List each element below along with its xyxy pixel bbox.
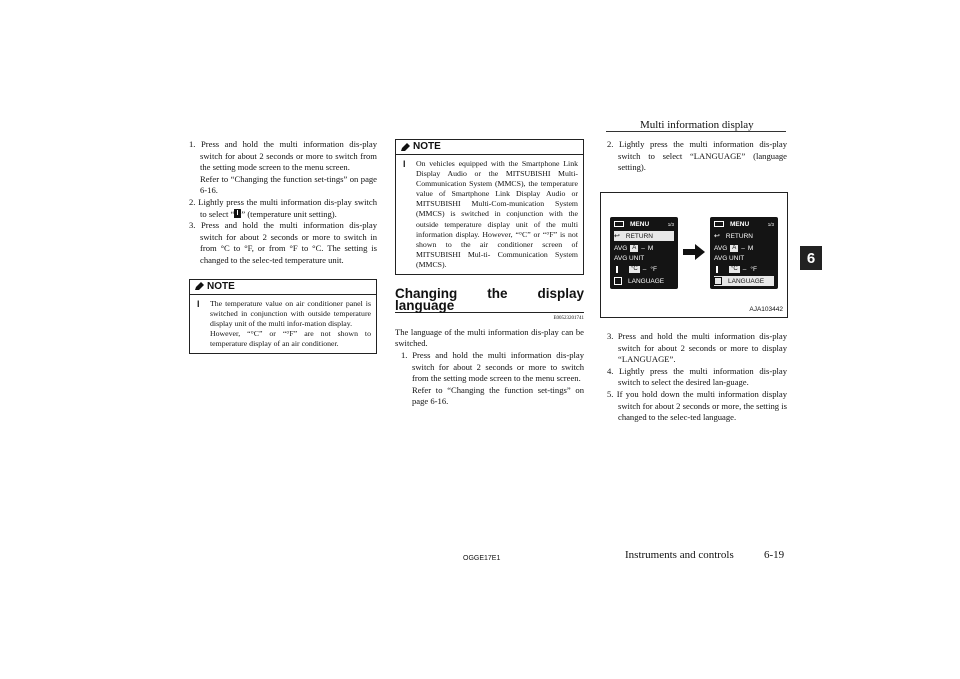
menu-item-return <box>714 231 774 241</box>
footer-section: Instruments and controls <box>625 549 734 561</box>
display-screen-after <box>710 217 778 289</box>
step-3: 3. Press and hold the multi information dis-play switch for about 2 seconds or more to switch in from °C to °F, or from °F to °C. The setting is changed to the selec-ted temperature unit. <box>189 220 377 265</box>
note-text: On vehicles equipped with the Smartphone Link Display Audio or the MITSUBISHI Multi- Communication System (MMCS), the temperature value of Smartphone Link Display Audio or MITSUBISHI Multi-Com-munication System (MMCS) is switched in conjunction with the outside temperature display unit of the multi information display. However, “°C” or “°F” is not shown to the air conditioner screen of MITSUBISHI Mul-ti- Communication System (MMCS). <box>416 159 578 269</box>
return-label: RETURN <box>625 232 653 240</box>
menu-item-language <box>614 276 674 286</box>
step-2 <box>189 197 377 220</box>
step-5: 5. If you hold down the multi information display switch for about 2 seconds or more, the setting is changed to the selec-ted language. <box>607 388 787 423</box>
language-icon <box>614 277 622 285</box>
thermometer-icon <box>616 266 618 273</box>
figure-code: AJA103442 <box>749 306 783 313</box>
avg-a-chip: A <box>732 244 737 251</box>
step-1-ref: Refer to “Changing the function set-tings” on page 6-16. <box>412 384 584 407</box>
section-heading: Changing the display language <box>395 286 584 313</box>
menu-item-avg-unit <box>714 253 774 263</box>
page-number: 6-19 <box>764 549 785 561</box>
avg-unit-label: AVG UNIT <box>714 254 745 262</box>
note-header <box>190 280 376 295</box>
display-screen-before <box>610 217 678 289</box>
bullet-icon: l <box>197 298 200 309</box>
step-2-text-a: 2. Lightly press the multi information dis-play switch to select “ <box>189 196 377 219</box>
step-4: 4. Lightly press the multi information dis-play switch to select the desired lan-guage. <box>607 365 787 388</box>
note-label: NOTE <box>207 280 235 292</box>
header-rule <box>606 131 786 132</box>
note-label: NOTE <box>413 141 441 153</box>
note-text-2: However, “°C” or “°F” are not shown to temperature display of an air conditioner. <box>210 328 371 348</box>
step-3: 3. Press and hold the multi information dis-play switch for about 2 seconds or more to display “LANGUAGE”. <box>607 331 787 365</box>
page-indicator: 1/3 <box>767 221 774 227</box>
note-header <box>396 140 583 155</box>
thermometer-icon <box>234 209 241 218</box>
page-indicator: 1/3 <box>667 221 674 227</box>
note-box-middle <box>395 139 584 275</box>
bullet-icon: l <box>403 159 406 169</box>
arrow-right-icon <box>683 244 705 260</box>
avg-m-label: M <box>647 244 654 252</box>
menu-item-avg <box>614 243 674 253</box>
menu-item-avg-unit <box>614 253 674 263</box>
avg-label: AVG <box>714 244 728 252</box>
menu-item-language-selected <box>714 276 774 286</box>
fahrenheit-label: °F <box>750 265 757 273</box>
language-figure <box>600 192 788 318</box>
menu-item-temp-unit <box>714 264 774 274</box>
celsius-chip: °C <box>731 265 738 272</box>
step-2-text-b: ” (temperature unit setting). <box>241 208 337 219</box>
fahrenheit-label: °F <box>650 265 657 273</box>
step-2: 2. Lightly press the multi information dis-play switch to select “LANGUAGE” (language setting). <box>607 139 787 173</box>
pencil-icon <box>400 143 410 152</box>
step-1: 1. Press and hold the multi information dis-play switch for about 2 seconds or more to switch from the setting mode screen to the menu screen. <box>189 139 377 173</box>
separator: – <box>742 265 747 273</box>
note-text: The temperature value on air conditioner panel is switched in conjunction with outside temperature display unit of the multi infor-mation display. <box>210 298 371 328</box>
avg-m-label: M <box>747 244 754 252</box>
language-label: LANGUAGE <box>628 277 665 285</box>
menu-item-temp-unit <box>614 264 674 274</box>
return-icon: ↩ <box>614 233 620 240</box>
celsius-chip: °C <box>631 265 638 272</box>
middle-column <box>395 139 584 408</box>
return-icon: ↩ <box>714 233 720 240</box>
menu-item-avg <box>714 243 774 253</box>
step-1-ref: Refer to “Changing the function set-tings” on page 6-16. <box>200 173 377 196</box>
separator: – <box>641 244 645 252</box>
left-column <box>189 139 377 354</box>
chapter-tab: 6 <box>800 246 822 270</box>
separator: – <box>642 265 647 273</box>
menu-icon <box>614 221 624 227</box>
menu-title: MENU <box>730 220 750 228</box>
pencil-icon <box>194 282 204 291</box>
language-icon <box>714 277 722 285</box>
step-1: 1. Press and hold the multi information dis-play switch for about 2 seconds or more to switch from the setting mode screen to the menu screen. <box>401 350 584 384</box>
heading-code: E00523201741 <box>553 316 584 322</box>
right-column <box>607 139 787 174</box>
note-body <box>190 295 376 353</box>
note-box-left <box>189 279 377 354</box>
note-body <box>396 155 583 274</box>
avg-a-chip: A <box>632 244 637 251</box>
separator: – <box>741 244 745 252</box>
right-column-steps <box>607 331 787 424</box>
language-label: LANGUAGE <box>728 277 765 285</box>
intro-text: The language of the multi information dis-play can be switched. <box>395 326 584 349</box>
return-label: RETURN <box>725 232 753 240</box>
menu-item-return <box>614 231 674 241</box>
avg-unit-label: AVG UNIT <box>614 254 645 262</box>
menu-icon <box>714 221 724 227</box>
footer-code: OGGE17E1 <box>463 555 501 562</box>
thermometer-icon <box>716 266 718 273</box>
running-header: Multi information display <box>640 119 754 131</box>
section-heading-block <box>395 288 584 313</box>
menu-title: MENU <box>630 220 650 228</box>
avg-label: AVG <box>614 244 628 252</box>
